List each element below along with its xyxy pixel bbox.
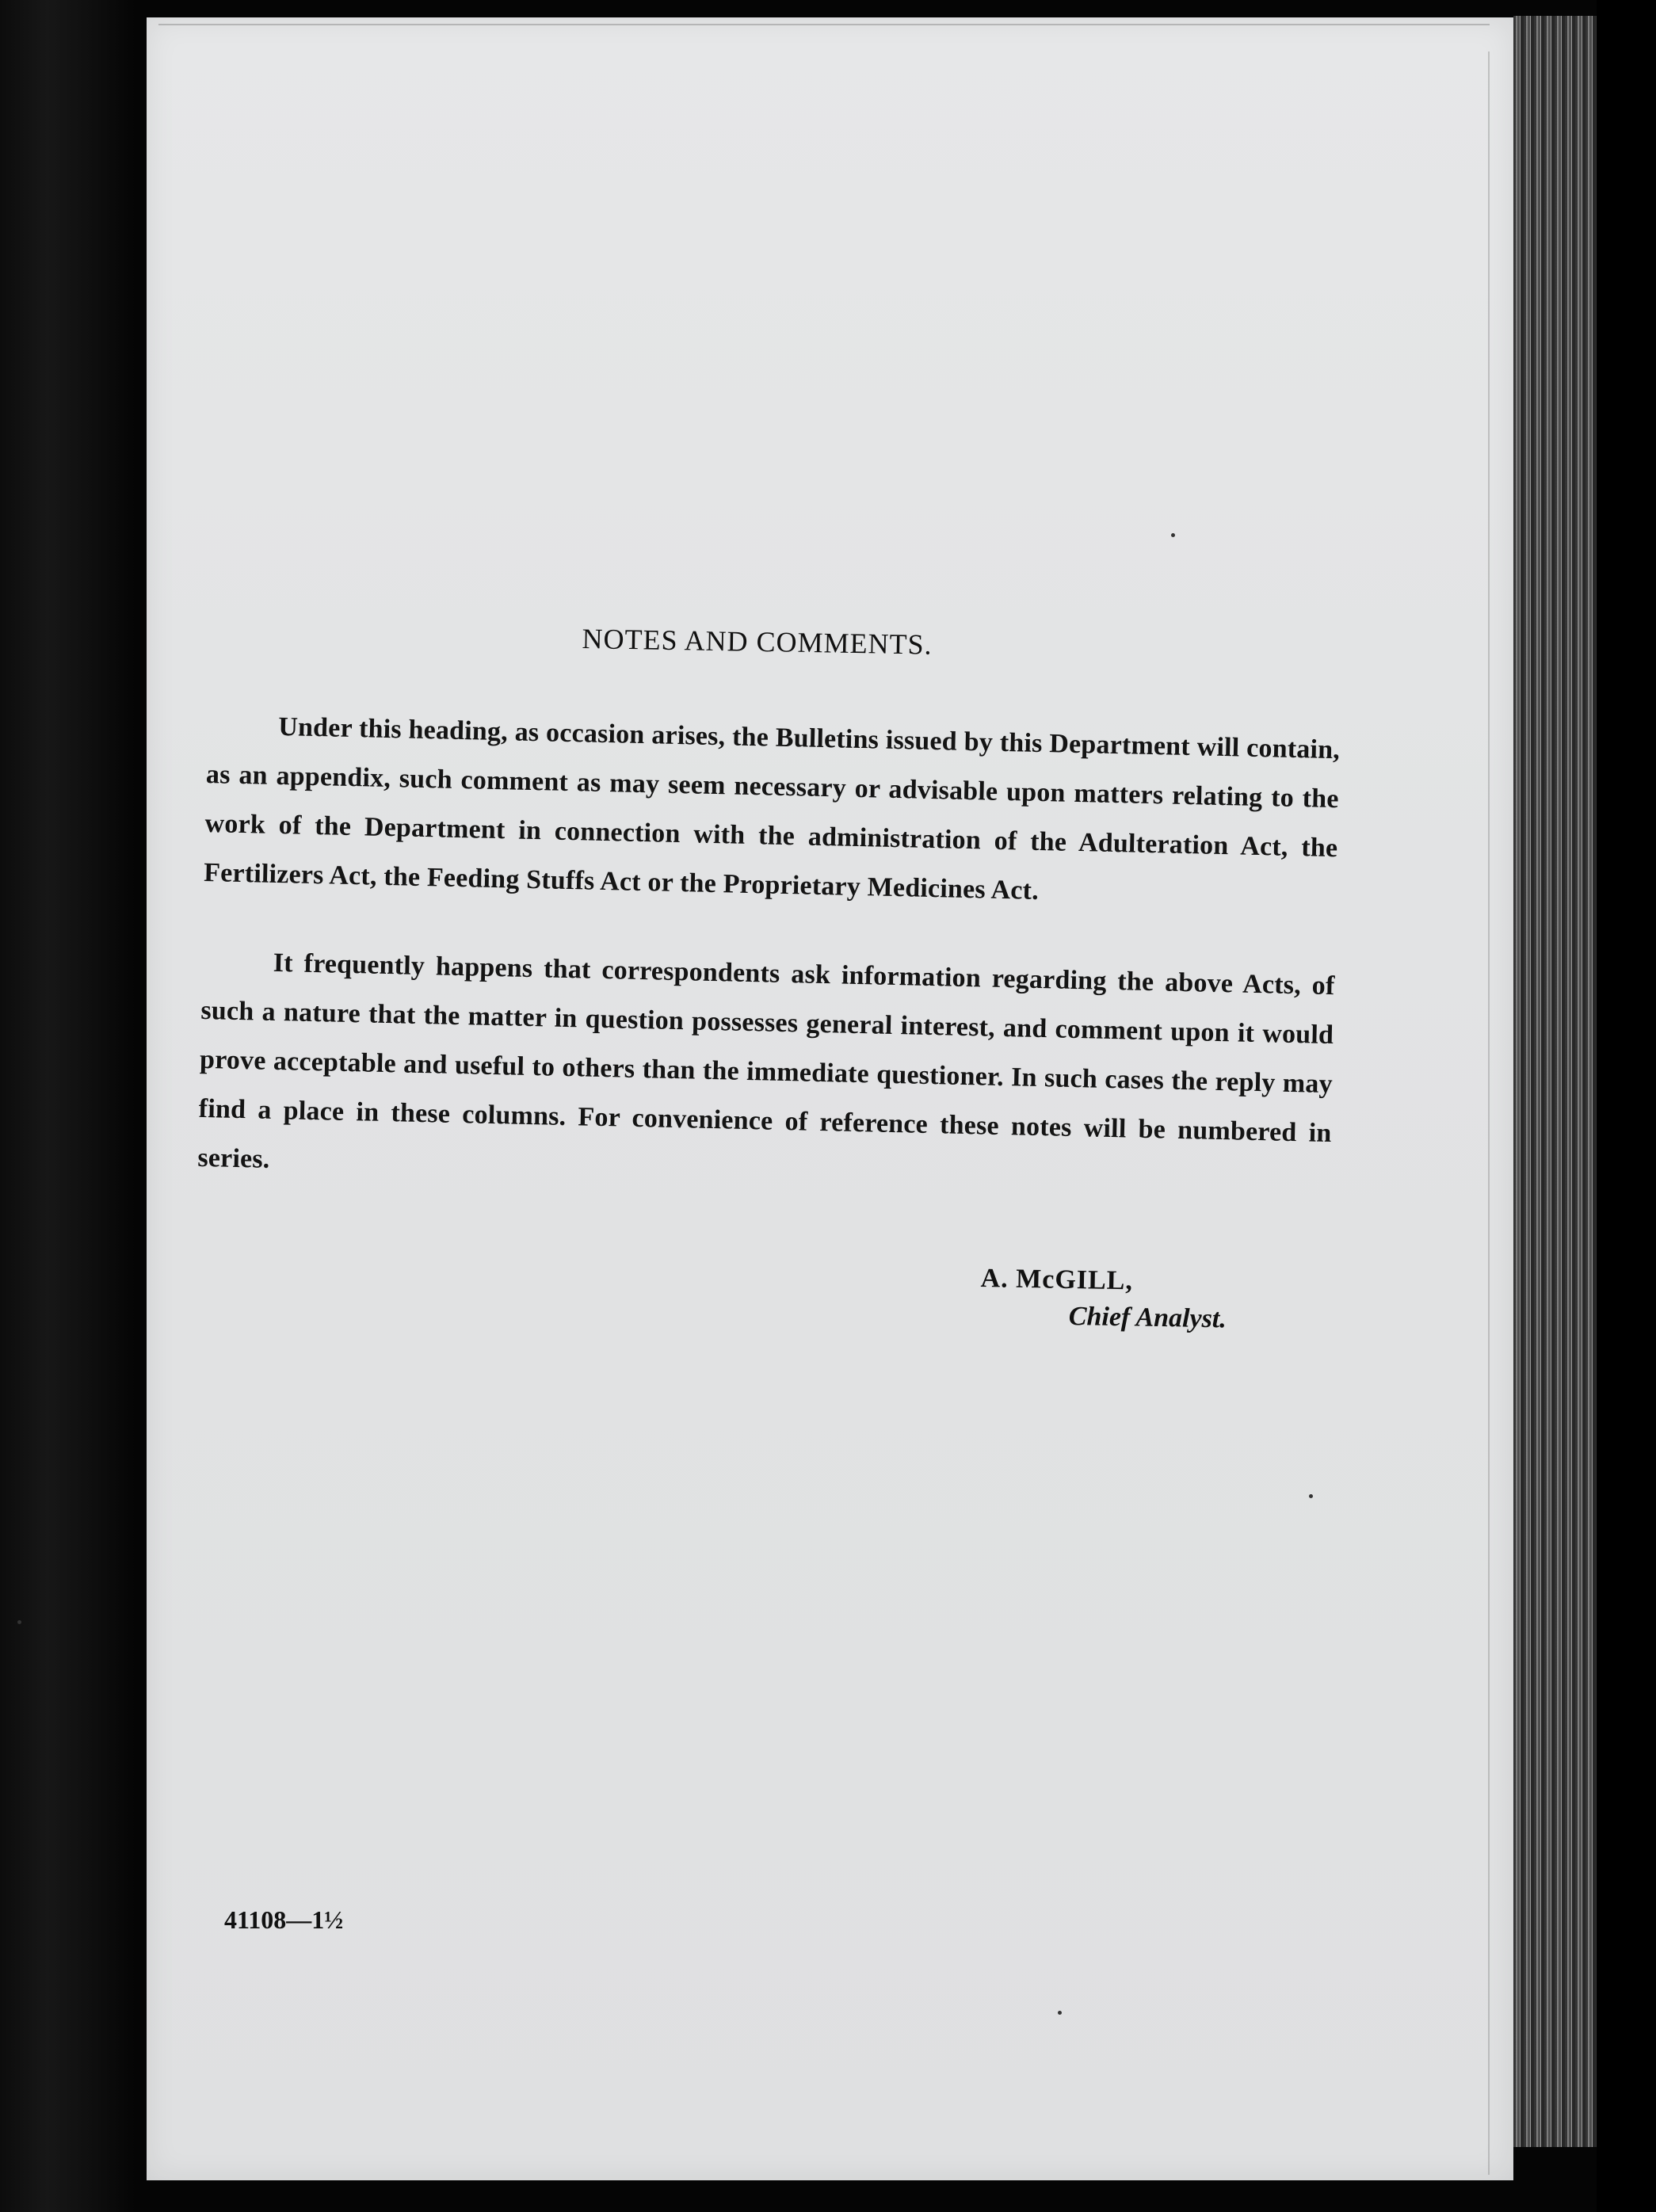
- book-page-edges: [1513, 16, 1597, 2147]
- dust-speck: [17, 1620, 21, 1624]
- dust-speck: [1309, 1494, 1313, 1498]
- page-top-edge: [158, 24, 1490, 25]
- paragraph-2: It frequently happens that correspondents ask information regarding the above Acts, of such a nature that the matter in question possesses general interest, and comment upon it would prove acceptable and useful to others than the immediate questioner. In such cases the reply may find a place in these columns. For convenience of reference these notes will be numbered in series.: [197, 948, 1335, 1174]
- dust-speck: [1058, 2011, 1062, 2015]
- body-text: [197, 701, 1341, 1247]
- scan-border: [1597, 0, 1656, 2212]
- page-heading: NOTES AND COMMENTS.: [582, 622, 933, 661]
- facing-page-edge: [0, 0, 135, 2212]
- signatory-name: A. McGILL,: [980, 1264, 1134, 1296]
- page-right-edge: [1488, 51, 1490, 2175]
- printer-mark: 41108—1½: [224, 1905, 344, 1934]
- signatory-title: Chief Analyst.: [1068, 1301, 1227, 1334]
- dust-speck: [1171, 533, 1175, 537]
- signature-block: [980, 1264, 1227, 1334]
- paragraph-1: Under this heading, as occasion arises, the Bulletins issued by this Department will contain, as an appendix, such comment as may seem necessary or advisable upon matters relating to the work of the Department in connection with the administration of the Adulteration Act, the Fertilizers Act, the Feeding Stuffs Act or the Proprietary Medicines Act.: [203, 711, 1341, 906]
